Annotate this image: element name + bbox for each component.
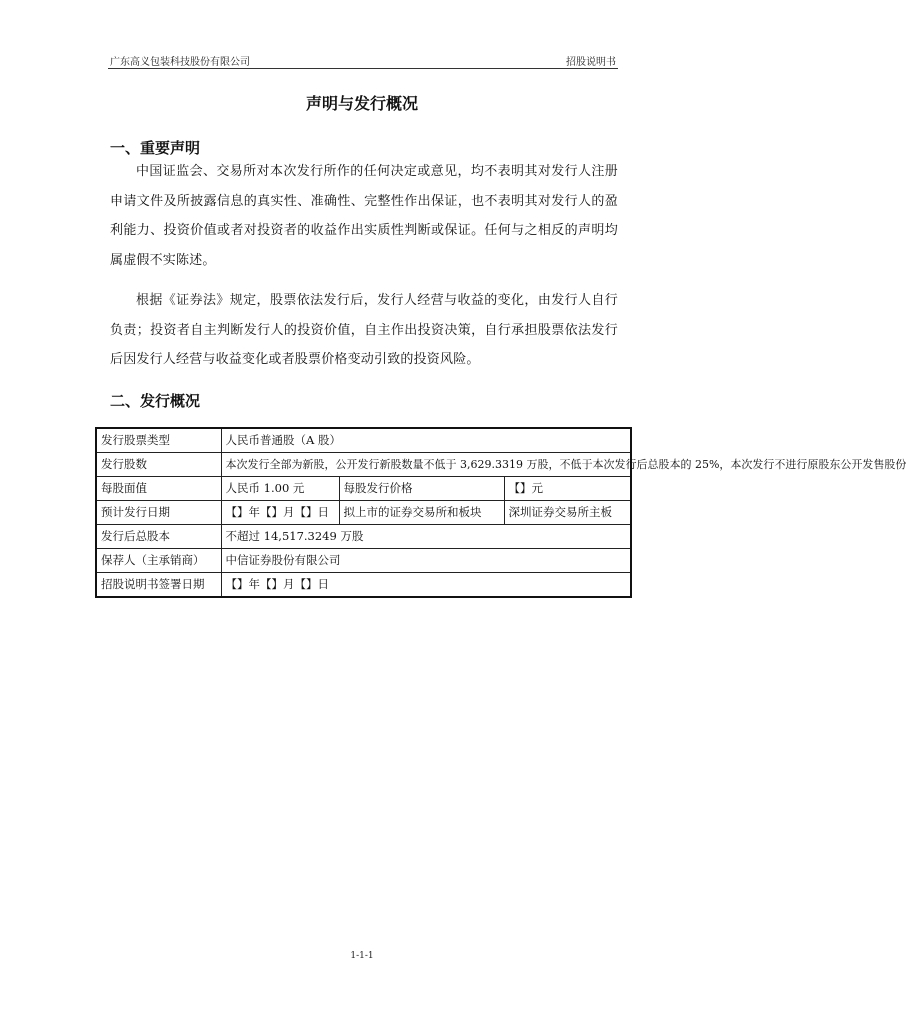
section-heading-issuance-overview: 二、发行概况: [110, 392, 201, 410]
table-row: [96, 501, 631, 525]
table-row: [96, 428, 631, 453]
sign-date-label: 招股说明书签署日期: [96, 573, 221, 598]
shares-label: 发行股数: [96, 453, 221, 477]
table-row: [96, 549, 631, 573]
issue-price-value: 【】元: [504, 477, 631, 501]
page-header: [108, 50, 618, 69]
statement-paragraph-1: 中国证监会、交易所对本次发行所作的任何决定或意见，均不表明其对发行人注册申请文件及所披露信息的真实性、准确性、完整性作出保证，也不表明其对发行人的盈利能力、投资价值或者对投资者的收益作出实质性判断或保证。任何与之相反的声明均属虚假不实陈述。: [110, 164, 618, 268]
section-heading-important-statement: 一、重要声明: [110, 139, 201, 157]
header-company-name: 广东高义包装科技股份有限公司: [110, 57, 250, 68]
page-title: 声明与发行概况: [305, 94, 418, 113]
table-row: [96, 453, 631, 477]
issuance-overview-table: [95, 427, 906, 598]
sign-date-value: 【】年【】月【】日: [221, 573, 631, 598]
total-shares-value: 不超过 14,517.3249 万股: [221, 525, 631, 549]
stock-type-value: 人民币普通股（A 股）: [221, 428, 631, 453]
statement-paragraph-2: 根据《证券法》规定，股票依法发行后，发行人经营与收益的变化，由发行人自行负责；投资者自主判断发行人的投资价值，自主作出投资决策，自行承担股票依法发行后因发行人经营与收益变化或者股票价格变动引致的投资风险。: [110, 293, 618, 367]
sponsor-value: 中信证券股份有限公司: [221, 549, 631, 573]
issue-date-label: 预计发行日期: [96, 501, 221, 525]
table-row: [96, 525, 631, 549]
total-shares-label: 发行后总股本: [96, 525, 221, 549]
table-row: [96, 573, 631, 598]
page-number: 1-1-1: [350, 951, 374, 961]
shares-value: 本次发行全部为新股，公开发行新股数量不低于 3,629.3319 万股，不低于本次发行后总股本的 25%，本次发行不进行原股东公开发售股份: [221, 453, 631, 477]
header-document-type: 招股说明书: [566, 57, 616, 68]
sponsor-label: 保荐人（主承销商）: [96, 549, 221, 573]
par-value-label: 每股面值: [96, 477, 221, 501]
issue-date-value: 【】年【】月【】日: [221, 501, 339, 525]
table-row: [96, 477, 631, 501]
exchange-label: 拟上市的证券交易所和板块: [339, 501, 504, 525]
exchange-value: 深圳证券交易所主板: [504, 501, 631, 525]
stock-type-label: 发行股票类型: [96, 428, 221, 453]
issue-price-label: 每股发行价格: [339, 477, 504, 501]
par-value-value: 人民币 1.00 元: [221, 477, 339, 501]
